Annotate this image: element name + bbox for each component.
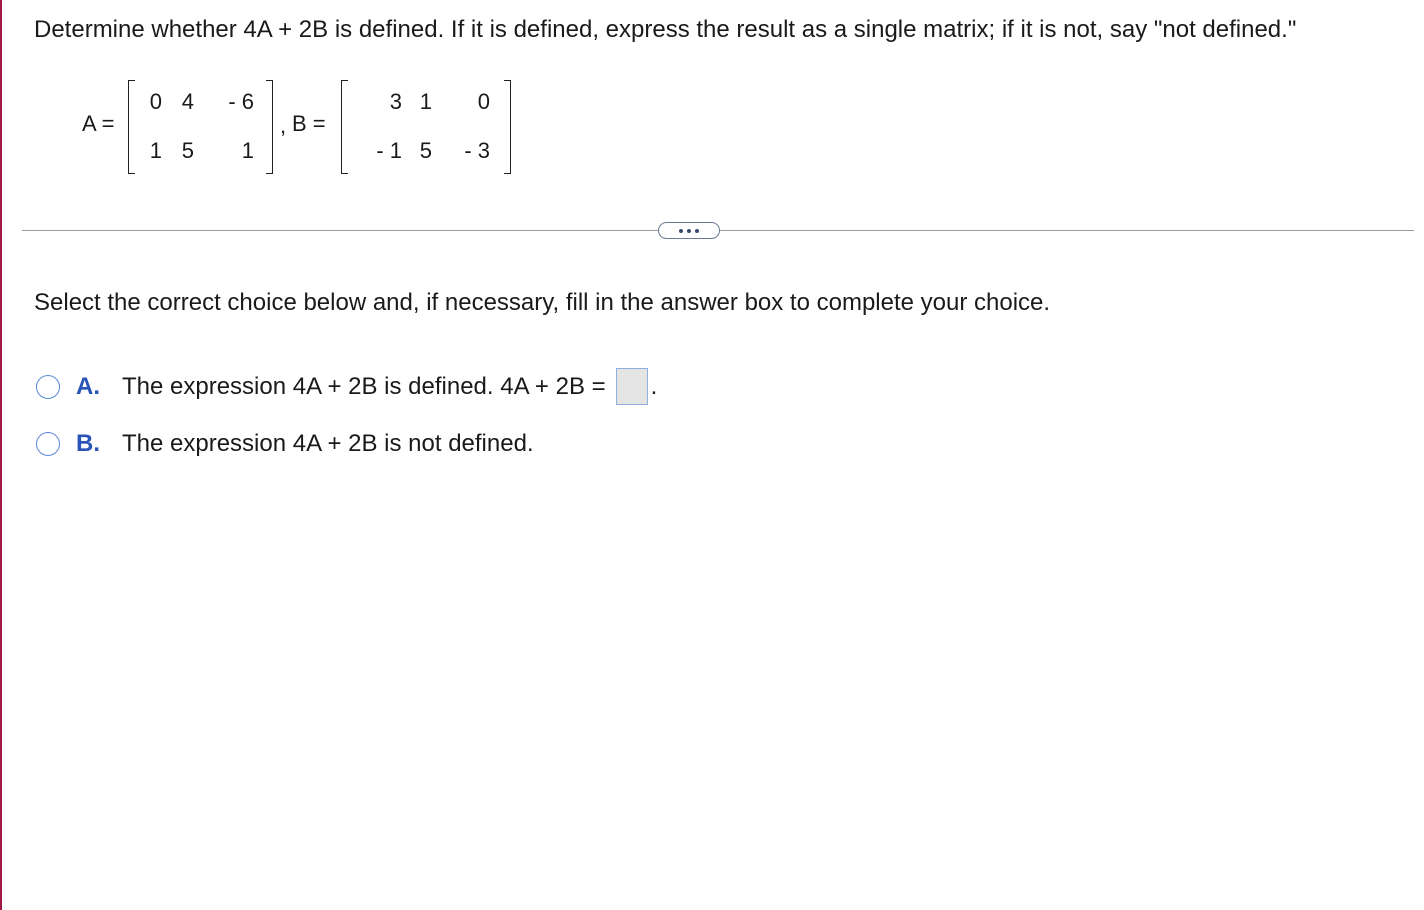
matrix-a-cell: 5 bbox=[181, 138, 194, 163]
matrix-b-label: B = bbox=[292, 111, 326, 136]
matrix-b-left-bracket bbox=[341, 80, 348, 174]
matrix-a-right-bracket bbox=[266, 80, 273, 174]
matrix-b-cell: 5 bbox=[419, 138, 432, 163]
more-options-button[interactable] bbox=[658, 222, 720, 239]
choice-a[interactable] bbox=[36, 368, 657, 405]
ellipsis-icon bbox=[679, 229, 683, 233]
choice-a-radio[interactable] bbox=[36, 375, 60, 399]
choice-b-letter: B. bbox=[76, 430, 100, 457]
ellipsis-icon bbox=[687, 229, 691, 233]
choice-a-text: The expression 4A + 2B is defined. 4A + 2B = bbox=[122, 372, 606, 400]
choice-a-period: . bbox=[650, 372, 658, 400]
matrix-b-cell: 1 bbox=[419, 89, 432, 114]
matrix-a-label: A = bbox=[82, 111, 115, 136]
matrix-a-cell: 1 bbox=[149, 138, 162, 163]
ellipsis-icon bbox=[695, 229, 699, 233]
matrix-b-cell: 3 bbox=[389, 89, 402, 114]
matrix-b-right-bracket bbox=[504, 80, 511, 174]
answer-input-box[interactable] bbox=[616, 368, 648, 405]
choice-b-text: The expression 4A + 2B is not defined. bbox=[122, 430, 534, 457]
matrix-b-cell: - 1 bbox=[376, 138, 402, 163]
choice-b[interactable] bbox=[36, 430, 534, 458]
matrix-a-cell: 1 bbox=[241, 138, 254, 163]
matrix-a-cell: 4 bbox=[181, 89, 194, 114]
matrix-a-cell: - 6 bbox=[228, 89, 254, 114]
page-left-accent bbox=[0, 0, 2, 910]
choice-b-radio[interactable] bbox=[36, 432, 60, 456]
matrix-b-cell: - 3 bbox=[464, 138, 490, 163]
matrix-b-cell: 0 bbox=[477, 89, 490, 114]
matrix-separator-comma: , bbox=[280, 113, 287, 138]
choice-a-letter: A. bbox=[76, 372, 100, 400]
question-text: Determine whether 4A + 2B is defined. If it is defined, express the result as a single matrix; if it is not, say "not defined." bbox=[34, 16, 1297, 43]
matrix-a-cell: 0 bbox=[149, 89, 162, 114]
matrix-a-left-bracket bbox=[128, 80, 135, 174]
instruction-text: Select the correct choice below and, if necessary, fill in the answer box to complete your choice. bbox=[34, 289, 1051, 316]
